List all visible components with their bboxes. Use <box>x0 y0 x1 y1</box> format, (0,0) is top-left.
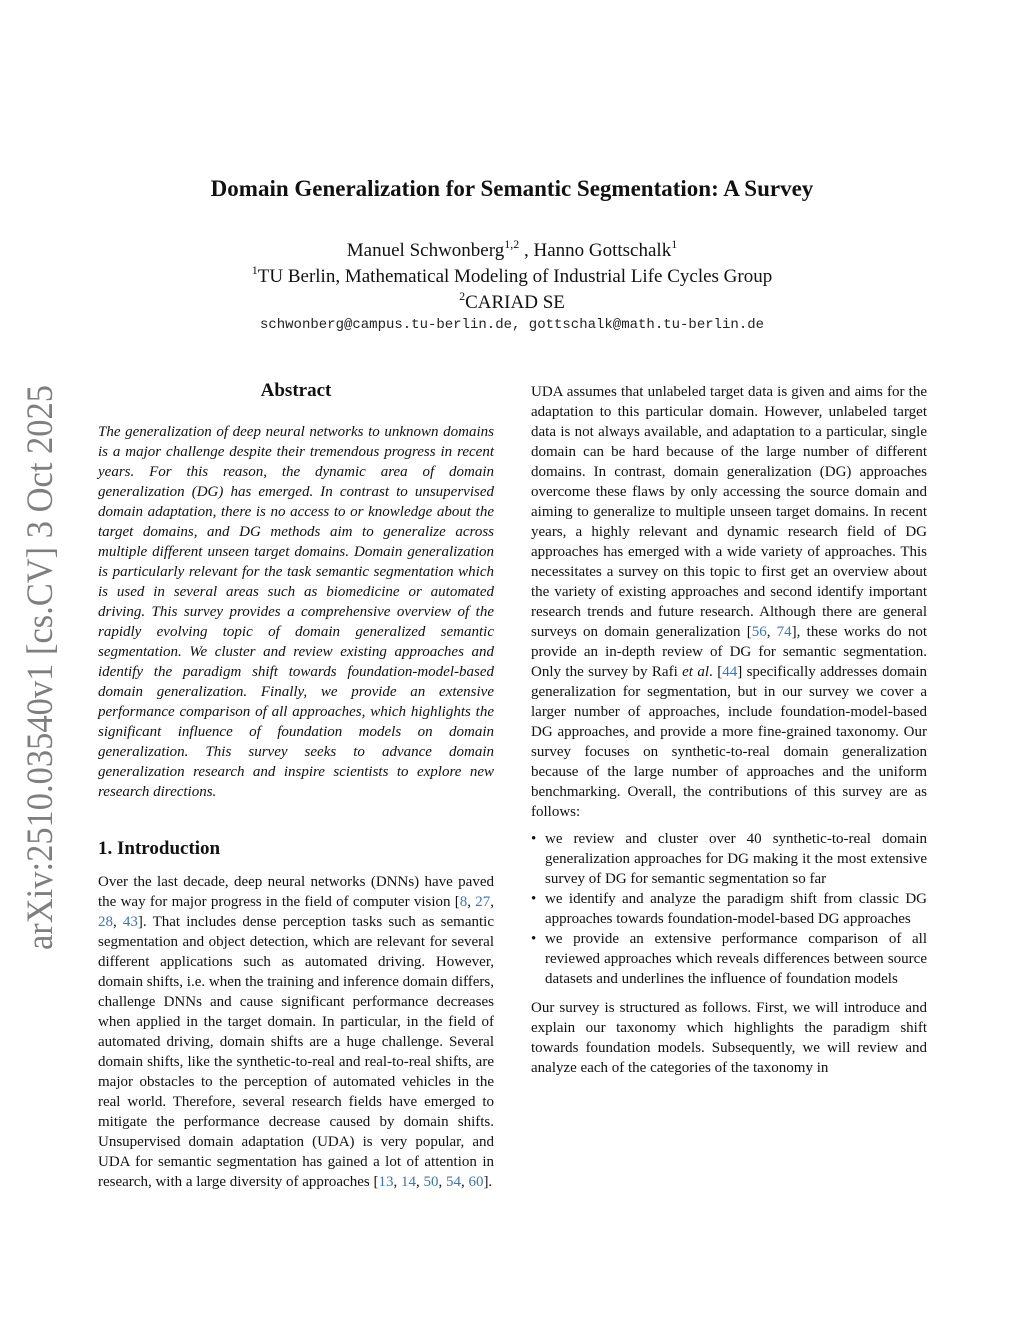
affiliation-mark: 1 <box>251 262 258 277</box>
arxiv-stamp-text: arXiv:2510.03540v1 [cs.CV] 3 Oct 2025 <box>20 380 61 950</box>
abstract-text: The generalization of deep neural networks to unknown domains is a major challenge despite their tremendous progress in recent years. For this reason, the dynamic area of domain generalization (DG) has emerged. In contrast to unsupervised domain adaptation, there is no access to or knowledge about the target domains, and DG methods aim to generalize across multiple different unseen target domains. Domain generalization is particularly relevant for the task semantic segmentation which is used in several areas such as biomedicine or automated driving. This survey provides a comprehensive overview of the rapidly evolving topic of domain generalized semantic segmentation. We cluster and review existing approaches and identify the paradigm shift towards foundation-model-based domain generalization. Finally, we provide an extensive performance comparison of all approaches, which highlights the significant influence of foundation models on domain generalization. This survey seeks to advance domain generalization research and inspire scientists to explore new research directions. <box>98 424 494 800</box>
citation-link[interactable]: 44 <box>722 664 738 680</box>
text-run: ]. <box>483 1174 493 1190</box>
affiliation-line <box>0 264 1024 290</box>
citation-link[interactable]: 13 <box>378 1174 394 1190</box>
introduction-continuation <box>531 382 927 822</box>
citation-link[interactable]: 14 <box>400 1174 416 1190</box>
section-heading-introduction: 1. Introduction <box>98 838 221 859</box>
text-run: ], these works do not provide an in-depth review of DG for semantic segmentation. Only the survey by Rafi <box>531 624 927 680</box>
author-emails: schwonberg@campus.tu-berlin.de, gottschalk@math.tu-berlin.de <box>259 317 765 333</box>
author-affiliation-mark: 1 <box>671 236 678 251</box>
citation-link[interactable]: 50 <box>423 1174 439 1190</box>
text-run-continued: UDA assumes that unlabeled target data is given and aims for the adaptation to this particular domain. However, unlabeled target data is not always available, and adaptation to a particular, single domain can be hard because of the large number of different domains. In contrast, domain generalization (DG) approaches overcome these flaws by only accessing the source domain and aiming to generalize to multiple unseen target domains. In recent years, a highly relevant and dynamic research field of DG approaches has emerged with a wide variety of approaches. This necessitates a survey on this topic to first get an overview about the variety of existing approaches and second identify important research trends and future research. Although there are general surveys on domain generalization [ <box>531 384 927 640</box>
citation-separator: , <box>490 894 495 910</box>
citation-link[interactable]: 8 <box>459 894 468 910</box>
text-run-italic: et al <box>682 664 710 680</box>
citation-link[interactable]: 74 <box>776 624 792 640</box>
author-name: Hanno Gottschalk <box>533 240 672 261</box>
text-run: ]. That includes dense perception tasks such as semantic segmentation and object detection, which are relevant for several different applications such as automated driving. However, domain shifts, i.e. when the training and inference domain differs, challenge DNNs and cause significant performance decreases when applied in the target domain. In particular, in the field of automated driving, domain shifts are a huge challenge. Several domain shifts, like the synthetic-to-real and real-to-real shifts, are major obstacles to the perception of automated vehicles in the real world. Therefore, several research fields have emerged to mitigate the performance decrease caused by domain shifts. Unsupervised domain adaptation (UDA) is very popular, and UDA for semantic segmentation has gained a lot of attention in research, with a large diversity of approaches [ <box>98 914 494 1190</box>
right-column <box>531 382 927 1078</box>
list-item <box>531 889 927 929</box>
arxiv-stamp-graphic <box>8 380 64 950</box>
citation-separator: , <box>393 1174 401 1190</box>
citation-separator: , <box>766 624 777 640</box>
list-item <box>531 929 927 989</box>
left-column <box>98 378 494 1192</box>
citation-link[interactable]: 60 <box>468 1174 484 1190</box>
citation-link[interactable]: 54 <box>445 1174 461 1190</box>
author-separator: , <box>519 240 534 261</box>
arxiv-stamp[interactable] <box>8 380 64 950</box>
citation-separator: , <box>438 1174 446 1190</box>
citation-separator: , <box>467 894 476 910</box>
citation-link[interactable]: 56 <box>751 624 767 640</box>
affiliation-mark: 2 <box>459 288 466 303</box>
author-line <box>0 238 1024 264</box>
text-run: ] specifically addresses domain generalization for segmentation, but in our survey we cover a larger number of approaches, include foundation-model-based DG approaches, and provide a more fine-grained taxonomy. Our survey focuses on synthetic-to-real domain generalization because of the large number of approaches and the uniform benchmarking. Overall, the contributions of this survey are as follows: <box>531 664 928 820</box>
citation-link[interactable]: 28 <box>98 914 113 930</box>
author-name: Manuel Schwonberg <box>346 240 505 261</box>
citation-separator: , <box>113 914 123 930</box>
text-run: . [ <box>709 664 723 680</box>
bullet-marker: • <box>531 831 537 847</box>
affiliation-name: TU Berlin, Mathematical Modeling of Industrial Life Cycles Group <box>257 266 773 287</box>
introduction-paragraph <box>98 872 494 1192</box>
citation-separator: , <box>460 1174 469 1190</box>
author-block <box>0 238 1024 316</box>
list-item-text: we review and cluster over 40 synthetic-to-real domain generalization approaches for DG making it the most extensive survey of DG for semantic segmentation so far <box>545 831 927 887</box>
affiliation-name: CARIAD SE <box>465 292 565 313</box>
affiliation-line <box>0 290 1024 316</box>
citation-link[interactable]: 27 <box>475 894 491 910</box>
list-item-text: we provide an extensive performance comparison of all reviewed approaches which reveals differences between source datasets and underlines the influence of foundation models <box>545 931 927 987</box>
text-run: Over the last decade, deep neural networks (DNNs) have paved the way for major progress in the field of computer vision [ <box>98 874 494 910</box>
author-affiliation-mark: 1,2 <box>504 236 520 251</box>
citation-separator: , <box>415 1174 424 1190</box>
contributions-list <box>531 829 927 989</box>
list-item-text: we identify and analyze the paradigm shift from classic DG approaches towards foundation-model-based DG approaches <box>545 891 927 927</box>
structure-paragraph: Our survey is structured as follows. First, we will introduce and explain our taxonomy which highlights the paradigm shift towards foundation models. Subsequently, we will review and analyze each of the categories of the taxonomy in <box>531 1000 927 1076</box>
bullet-marker: • <box>531 891 537 907</box>
abstract-heading: Abstract <box>260 380 332 401</box>
paper-title: Domain Generalization for Semantic Segmentation: A Survey <box>210 176 814 201</box>
bullet-marker: • <box>531 931 537 947</box>
citation-link[interactable]: 43 <box>122 914 138 930</box>
list-item <box>531 829 927 889</box>
